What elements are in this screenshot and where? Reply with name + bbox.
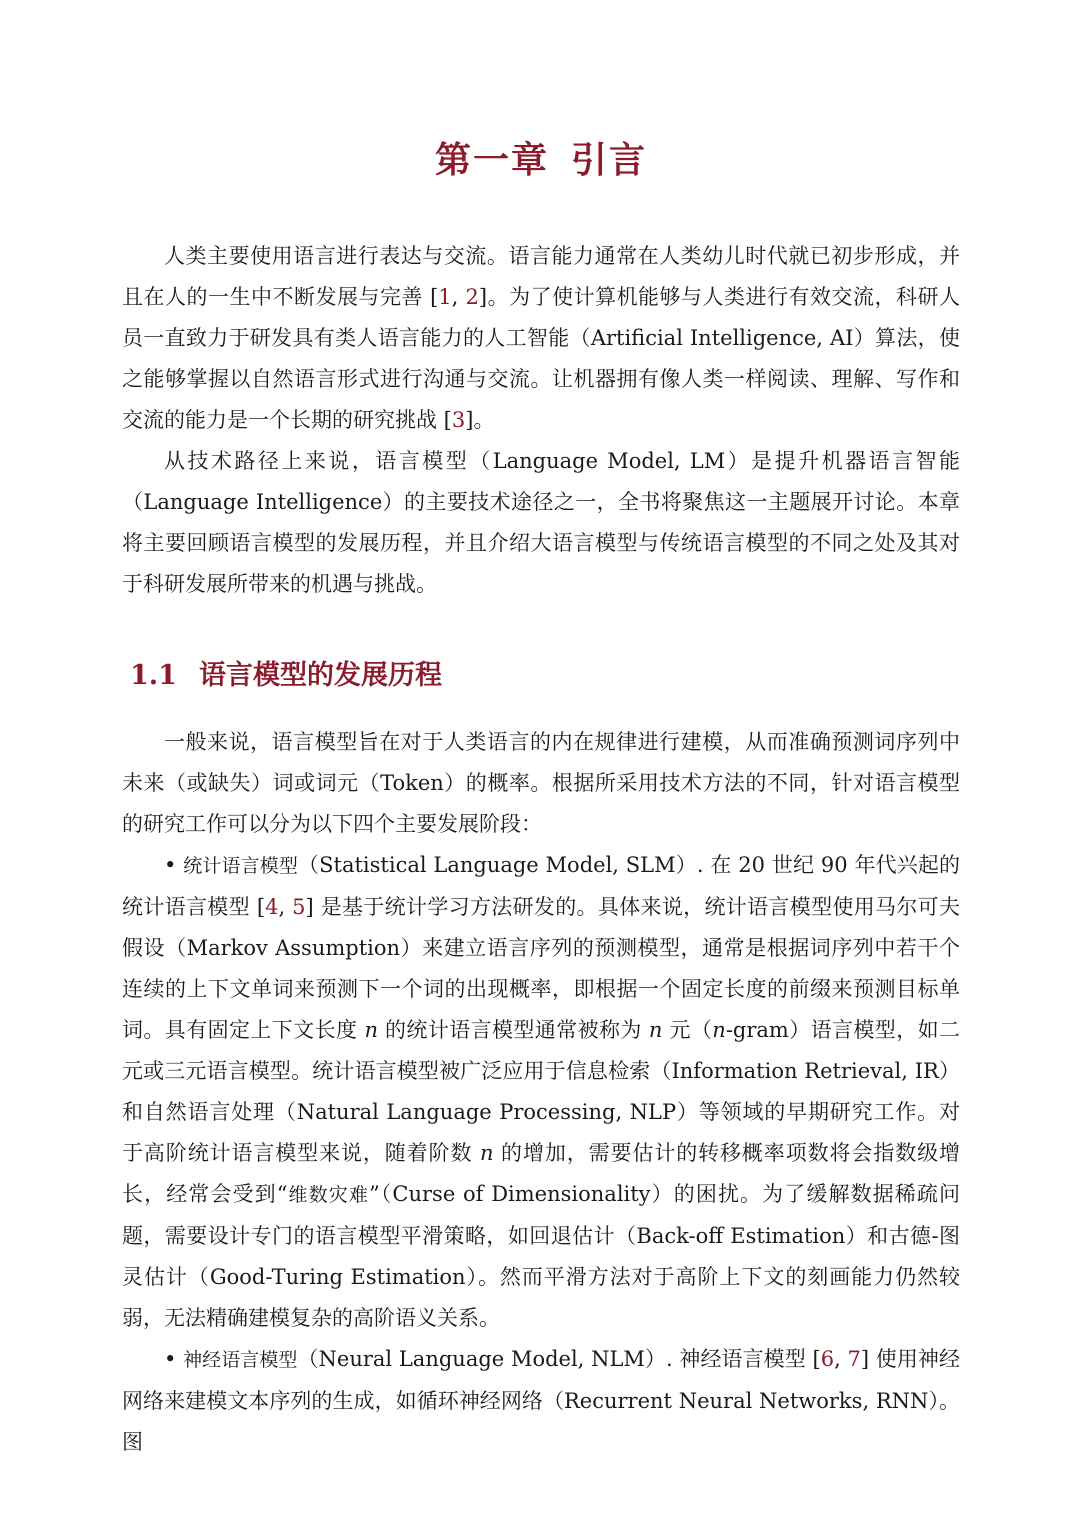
- math-n: n: [648, 1018, 663, 1042]
- section-heading: [130, 654, 442, 698]
- citation-link[interactable]: 6: [820, 1347, 835, 1371]
- chapter-title: [122, 136, 960, 184]
- chapter-number: 第一章: [434, 139, 549, 181]
- math-n: n: [364, 1018, 378, 1042]
- intro-paragraph-2: 从技术路径上来说，语言模型（Language Model, LM）是提升机器语言智能（Language Intelligence）的主要技术途径之一，全书将聚焦这一主题展开讨论。本章将主要回顾语言模型的发展历程，并且介绍大语言模型与传统语言模型的不同之处及其对于科研发展所带来的机遇与挑战。: [122, 449, 960, 596]
- slm-term: 统计语言模型: [183, 855, 299, 877]
- chapter-name: 引言: [571, 139, 648, 181]
- citation-link[interactable]: 3: [451, 408, 466, 432]
- citation-link[interactable]: 7: [847, 1347, 861, 1371]
- bullet: •: [164, 1347, 177, 1371]
- section-body: [122, 722, 960, 1463]
- curse-term: 维数灾难: [287, 1184, 369, 1206]
- citation-link[interactable]: 4: [265, 895, 279, 919]
- intro-paragraph-1: 人类主要使用语言进行表达与交流。语言能力通常在人类幼儿时代就已初步形成，并且在人的一生中不断发展与完善 [1, 2]。为了使计算机能够与人类进行有效交流，科研人员一直致力于研发具有类人语言能力的人工智能（Artificial Intelligence, AI）算法，使之能够掌握以自然语言形式进行沟通与交流。让机器拥有像人类一样阅读、理解、写作和交流的能力是一个长期的研究挑战 [3]。: [122, 244, 960, 432]
- citation-link[interactable]: 2: [465, 285, 479, 309]
- slm-paragraph: • 统计语言模型（Statistical Language Model, SLM）. 在 20 世纪 90 年代兴起的统计语言模型 [4, 5] 是基于统计学习方法研发的。具体来说，统计语言模型使用马尔可夫假设（Markov Assumption）来建立语言序列的预测模型，通常是根据词序列中若干个连续的上下文单词来预测下一个词的出现概率，即根据一个固定长度的前缀来预测目标单词。具有固定上下文长度 n 的统计语言模型通常被称为 n 元（n-gram）语言模型，如二元或三元语言模型。统计语言模型被广泛应用于信息检索（Information Retrieval, IR）和自然语言处理（Natural Language Processing, NLP）等领域的早期研究工作。对于高阶统计语言模型来说，随着阶数 n 的增加，需要估计的转移概率项数将会指数级增长，经常会受到“维数灾难”（Curse of Dimensionality）的困扰。为了缓解数据稀疏问题，需要设计专门的语言模型平滑策略，如回退估计（Back-off Estimation）和古德-图灵估计（Good-Turing Estimation）。然而平滑方法对于高阶上下文的刻画能力仍然较弱，无法精确建模复杂的高阶语义关系。: [122, 853, 960, 1330]
- nlm-term: 神经语言模型: [183, 1349, 298, 1371]
- intro-text: [122, 236, 960, 605]
- bullet: •: [164, 853, 177, 877]
- nlm-paragraph: • 神经语言模型（Neural Language Model, NLM）. 神经语言模型 [6, 7] 使用神经网络来建模文本序列的生成，如循环神经网络（Recurrent Neural Networks, RNN）。图: [122, 1347, 960, 1454]
- math-n: n: [479, 1141, 494, 1165]
- body-paragraph-1: 一般来说，语言模型旨在对于人类语言的内在规律进行建模，从而准确预测词序列中未来（或缺失）词或词元（Token）的概率。根据所采用技术方法的不同，针对语言模型的研究工作可以分为以下四个主要发展阶段：: [122, 730, 960, 836]
- citation-link[interactable]: 1: [438, 285, 452, 309]
- math-n: n: [712, 1018, 726, 1042]
- section-number: 1.1: [130, 660, 177, 691]
- section-title: 语言模型的发展历程: [198, 660, 442, 691]
- citation-link[interactable]: 5: [292, 895, 306, 919]
